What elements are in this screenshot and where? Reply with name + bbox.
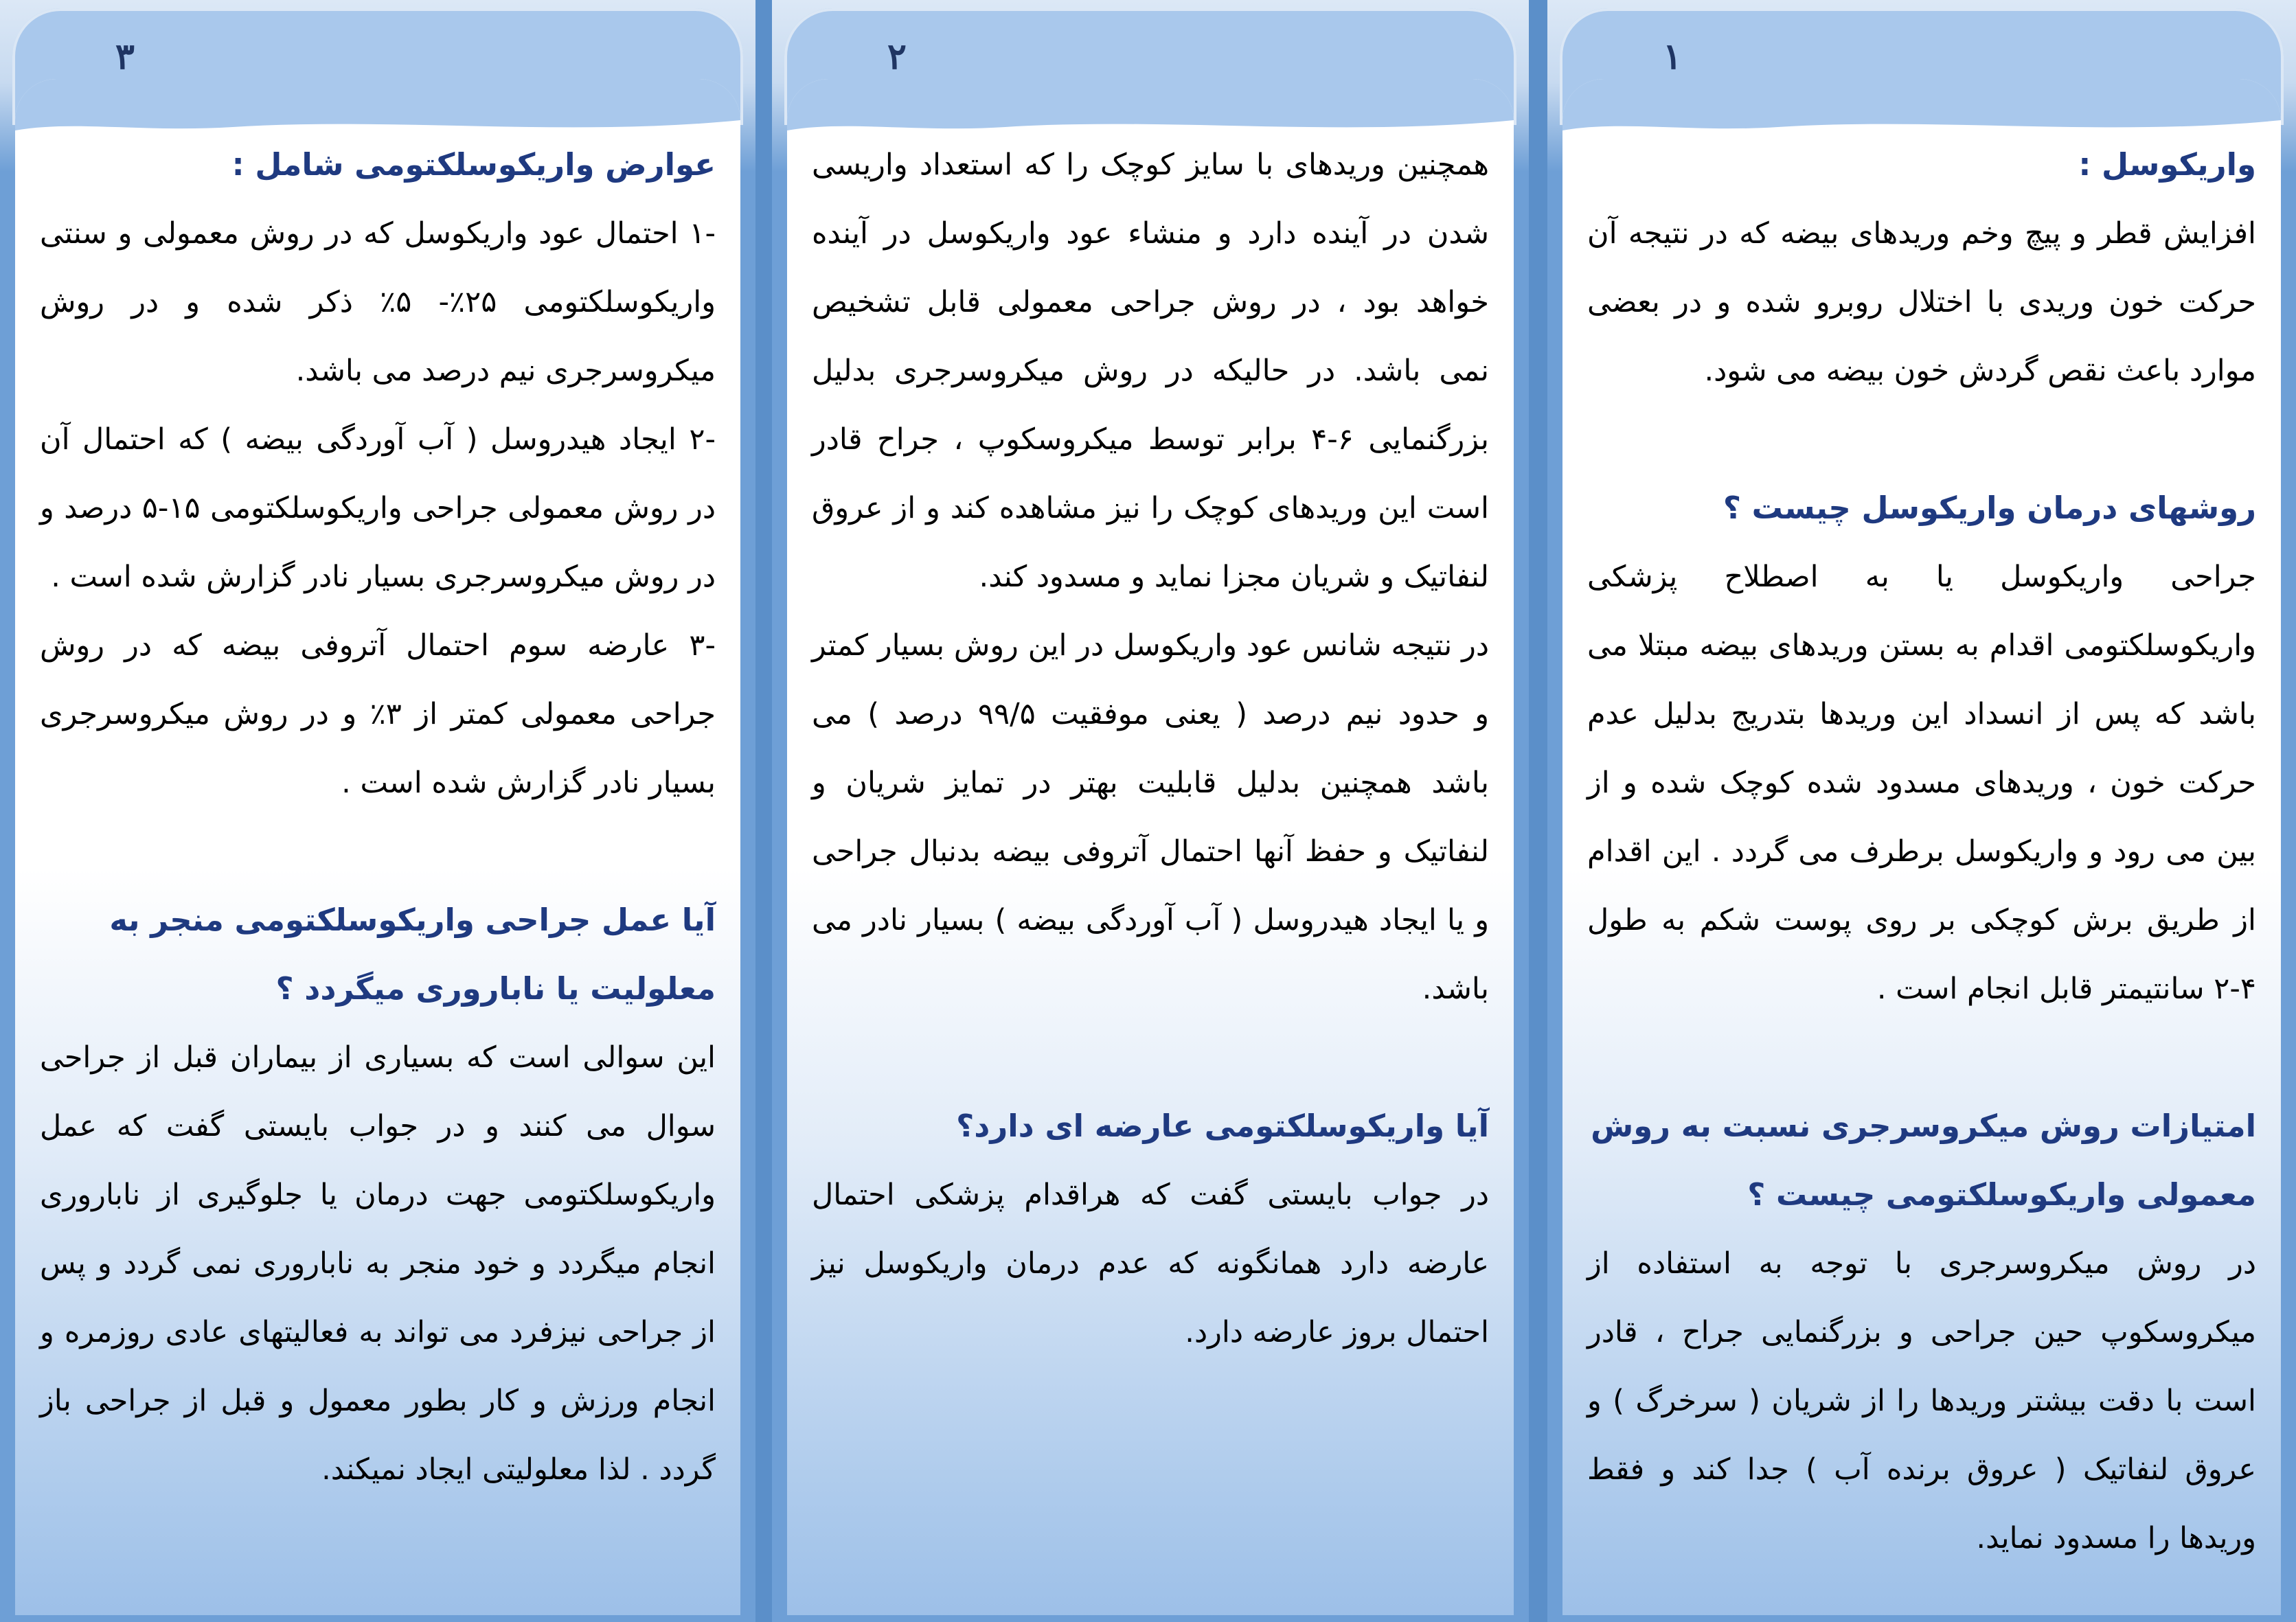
- panel-text: [40, 130, 716, 1504]
- heading-complications: عوارض واریکوسلکتومی شامل :: [231, 146, 716, 183]
- paragraph-infertility-answer: این سوالی است که بسیاری از بیماران قبل از جراحی سوال می کنند و در جواب بایستی گفت که عمل واریکوسلکتومی جهت درمان یا جلوگیری از ناباروری انجام میگردد و خود منجر به ناباروری نمی گردد و پس از جراحی نیزفرد می تواند به فعالیتهای عادی روزمره و انجام ورزش و کار بطور معمول و قبل از جراحی باز گردد . لذا معلولیتی ایجاد نمیکند.: [40, 1040, 716, 1487]
- page-number: ۱: [1663, 36, 1682, 78]
- paragraph-complications-answer: در جواب بایستی گفت که هراقدام پزشکی احتمال عارضه دارد همانگونه که عدم درمان واریکوسل نیز احتمال بروز عارضه دارد.: [812, 1178, 1489, 1349]
- panel-page-2: [772, 0, 1529, 1622]
- heading-infertility-question: آیا عمل جراحی واریکوسلکتومی منجر به معلولیت یا ناباروری میگردد ؟: [109, 902, 716, 1007]
- heading-complications-question: آیا واریکوسلکتومی عارضه ای دارد؟: [956, 1108, 1489, 1144]
- heading-varicocele: واریکوسل :: [2078, 146, 2256, 183]
- panel-content: [1562, 79, 2281, 1615]
- panel-text: [812, 130, 1489, 1367]
- heading-treatment-methods: روشهای درمان واریکوسل چیست ؟: [1723, 490, 2256, 526]
- list-item-hydrocele: -۲ ایجاد هیدروسل ( آب آوردگی بیضه ) که احتمال آن در روش معمولی جراحی واریکوسلکتومی ۱۵-۵ درصد و در روش میکروسرجری بسیار نادر گزارش شده است .: [40, 422, 716, 594]
- panel-content: [787, 79, 1514, 1615]
- page-number: ۲: [887, 36, 907, 78]
- list-item-recurrence: -۱ احتمال عود واریکوسل که در روش معمولی و سنتی واریکوسلکتومی ۲۵٪- ۵٪ ذکر شده و در روش میکروسرجری نیم درصد می باشد.: [40, 216, 716, 388]
- panel-content: [15, 79, 740, 1615]
- list-item-atrophy: -۳ عارضه سوم احتمال آتروفی بیضه که در روش جراحی معمولی کمتر از ۳٪ و در روش میکروسرجری بسیار نادر گزارش شده است .: [40, 628, 716, 800]
- paragraph-treatment: جراحی واریکوسل یا به اصطلاح پزشکی واریکوسلکتومی اقدام به بستن وریدهای بیضه مبتلا می باشد که پس از انسداد این وریدها بتدریج بدلیل عدم حرکت خون ، وریدهای مسدود شده کوچک شده و از بین می رود و واریکوسل برطرف می گردد . این اقدام از طریق برش کوچکی بر روی پوست شکم به طول ۴-۲ سانتیمتر قابل انجام است .: [1587, 560, 2256, 1006]
- heading-microsurgery-advantages: امتیازات روش میکروسرجری نسبت به روش معمولی واریکوسلکتومی چیست ؟: [1591, 1108, 2256, 1213]
- paragraph-small-veins: همچنین وریدهای با سایز کوچک را که استعداد واریسی شدن در آینده دارد و منشاء عود واریکوسل در آینده خواهد بود ، در روش جراحی معمولی قابل تشخیص نمی باشد. در حالیکه در روش میکروسرجری بدلیل بزرگنمایی ۶-۴ برابر توسط میکروسکوپ ، جراح قادر است این وریدهای کوچک را نیز مشاهده کند و از عروق لنفاتیک و شریان مجزا نماید و مسدود کند.: [812, 148, 1489, 594]
- paragraph-recurrence: در نتیجه شانس عود واریکوسل در این روش بسیار کمتر و حدود نیم درصد ( یعنی موفقیت ۹۹/۵ درصد ) می باشد همچنین بدلیل قابلیت بهتر در تمایز شریان و لنفاتیک و حفظ آنها احتمال آتروفی بیضه بدنبال جراحی و یا ایجاد هیدروسل ( آب آوردگی بیضه ) بسیار نادر می باشد.: [812, 628, 1490, 1006]
- paragraph-microsurgery: در روش میکروسرجری با توجه به استفاده از میکروسکوپ حین جراحی و بزرگنمایی جراح ، قادر است با دقت بیشتر وریدها را از شریان ( سرخرگ ) و عروق لنفاتیک ( عروق برنده آب ) جدا کند و فقط وریدها را مسدود نماید.: [1587, 1246, 2256, 1555]
- panel-page-3: [0, 0, 755, 1622]
- page-number: ۳: [115, 36, 135, 78]
- panel-page-1: [1547, 0, 2296, 1622]
- panel-text: [1587, 130, 2256, 1573]
- paragraph-definition: افزایش قطر و پیچ وخم وریدهای بیضه که در نتیجه آن حرکت خون وریدی با اختلال روبرو شده و در بعضی موارد باعث نقص گردش خون بیضه می شود.: [1587, 216, 2256, 388]
